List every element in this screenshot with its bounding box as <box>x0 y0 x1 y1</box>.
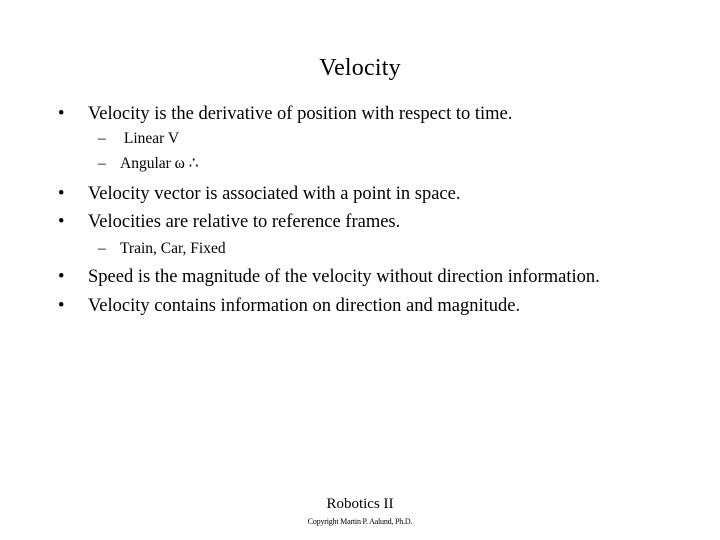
footer-course: Robotics II <box>326 496 394 512</box>
bullet-text: Velocity contains information on direction and magnitude. <box>88 296 521 316</box>
bullet-item <box>58 183 460 205</box>
bullet-item <box>58 211 400 233</box>
bullet-item <box>58 266 600 288</box>
sub-bullet-marker: – <box>98 130 106 147</box>
sub-bullet-text: Angular ω ∴ <box>120 155 199 172</box>
bullet-text: Velocity vector is associated with a point in space. <box>88 184 461 204</box>
bullet-text: Velocity is the derivative of position with respect to time. <box>88 104 513 124</box>
sub-bullet-item <box>98 129 179 149</box>
bullet-text: Velocities are relative to reference frames. <box>88 212 401 232</box>
slide-title: Velocity <box>319 55 401 81</box>
sub-bullet-text: Train, Car, Fixed <box>120 240 226 257</box>
bullet-marker: • <box>58 267 65 287</box>
bullet-marker: • <box>58 104 65 124</box>
bullet-item <box>58 295 520 317</box>
bullet-marker: • <box>58 212 65 232</box>
bullet-marker: • <box>58 296 65 316</box>
sub-bullet-marker: – <box>98 240 106 257</box>
footer-copyright: Copyright Martin P. Aalund, Ph.D. <box>307 517 413 526</box>
sub-bullet-marker: – <box>98 155 106 172</box>
bullet-item <box>58 103 512 125</box>
sub-bullet-text: Linear V <box>120 130 180 147</box>
bullet-marker: • <box>58 184 65 204</box>
sub-bullet-item <box>98 239 226 259</box>
bullet-text: Speed is the magnitude of the velocity without direction information. <box>88 267 600 287</box>
sub-bullet-item <box>98 154 199 174</box>
